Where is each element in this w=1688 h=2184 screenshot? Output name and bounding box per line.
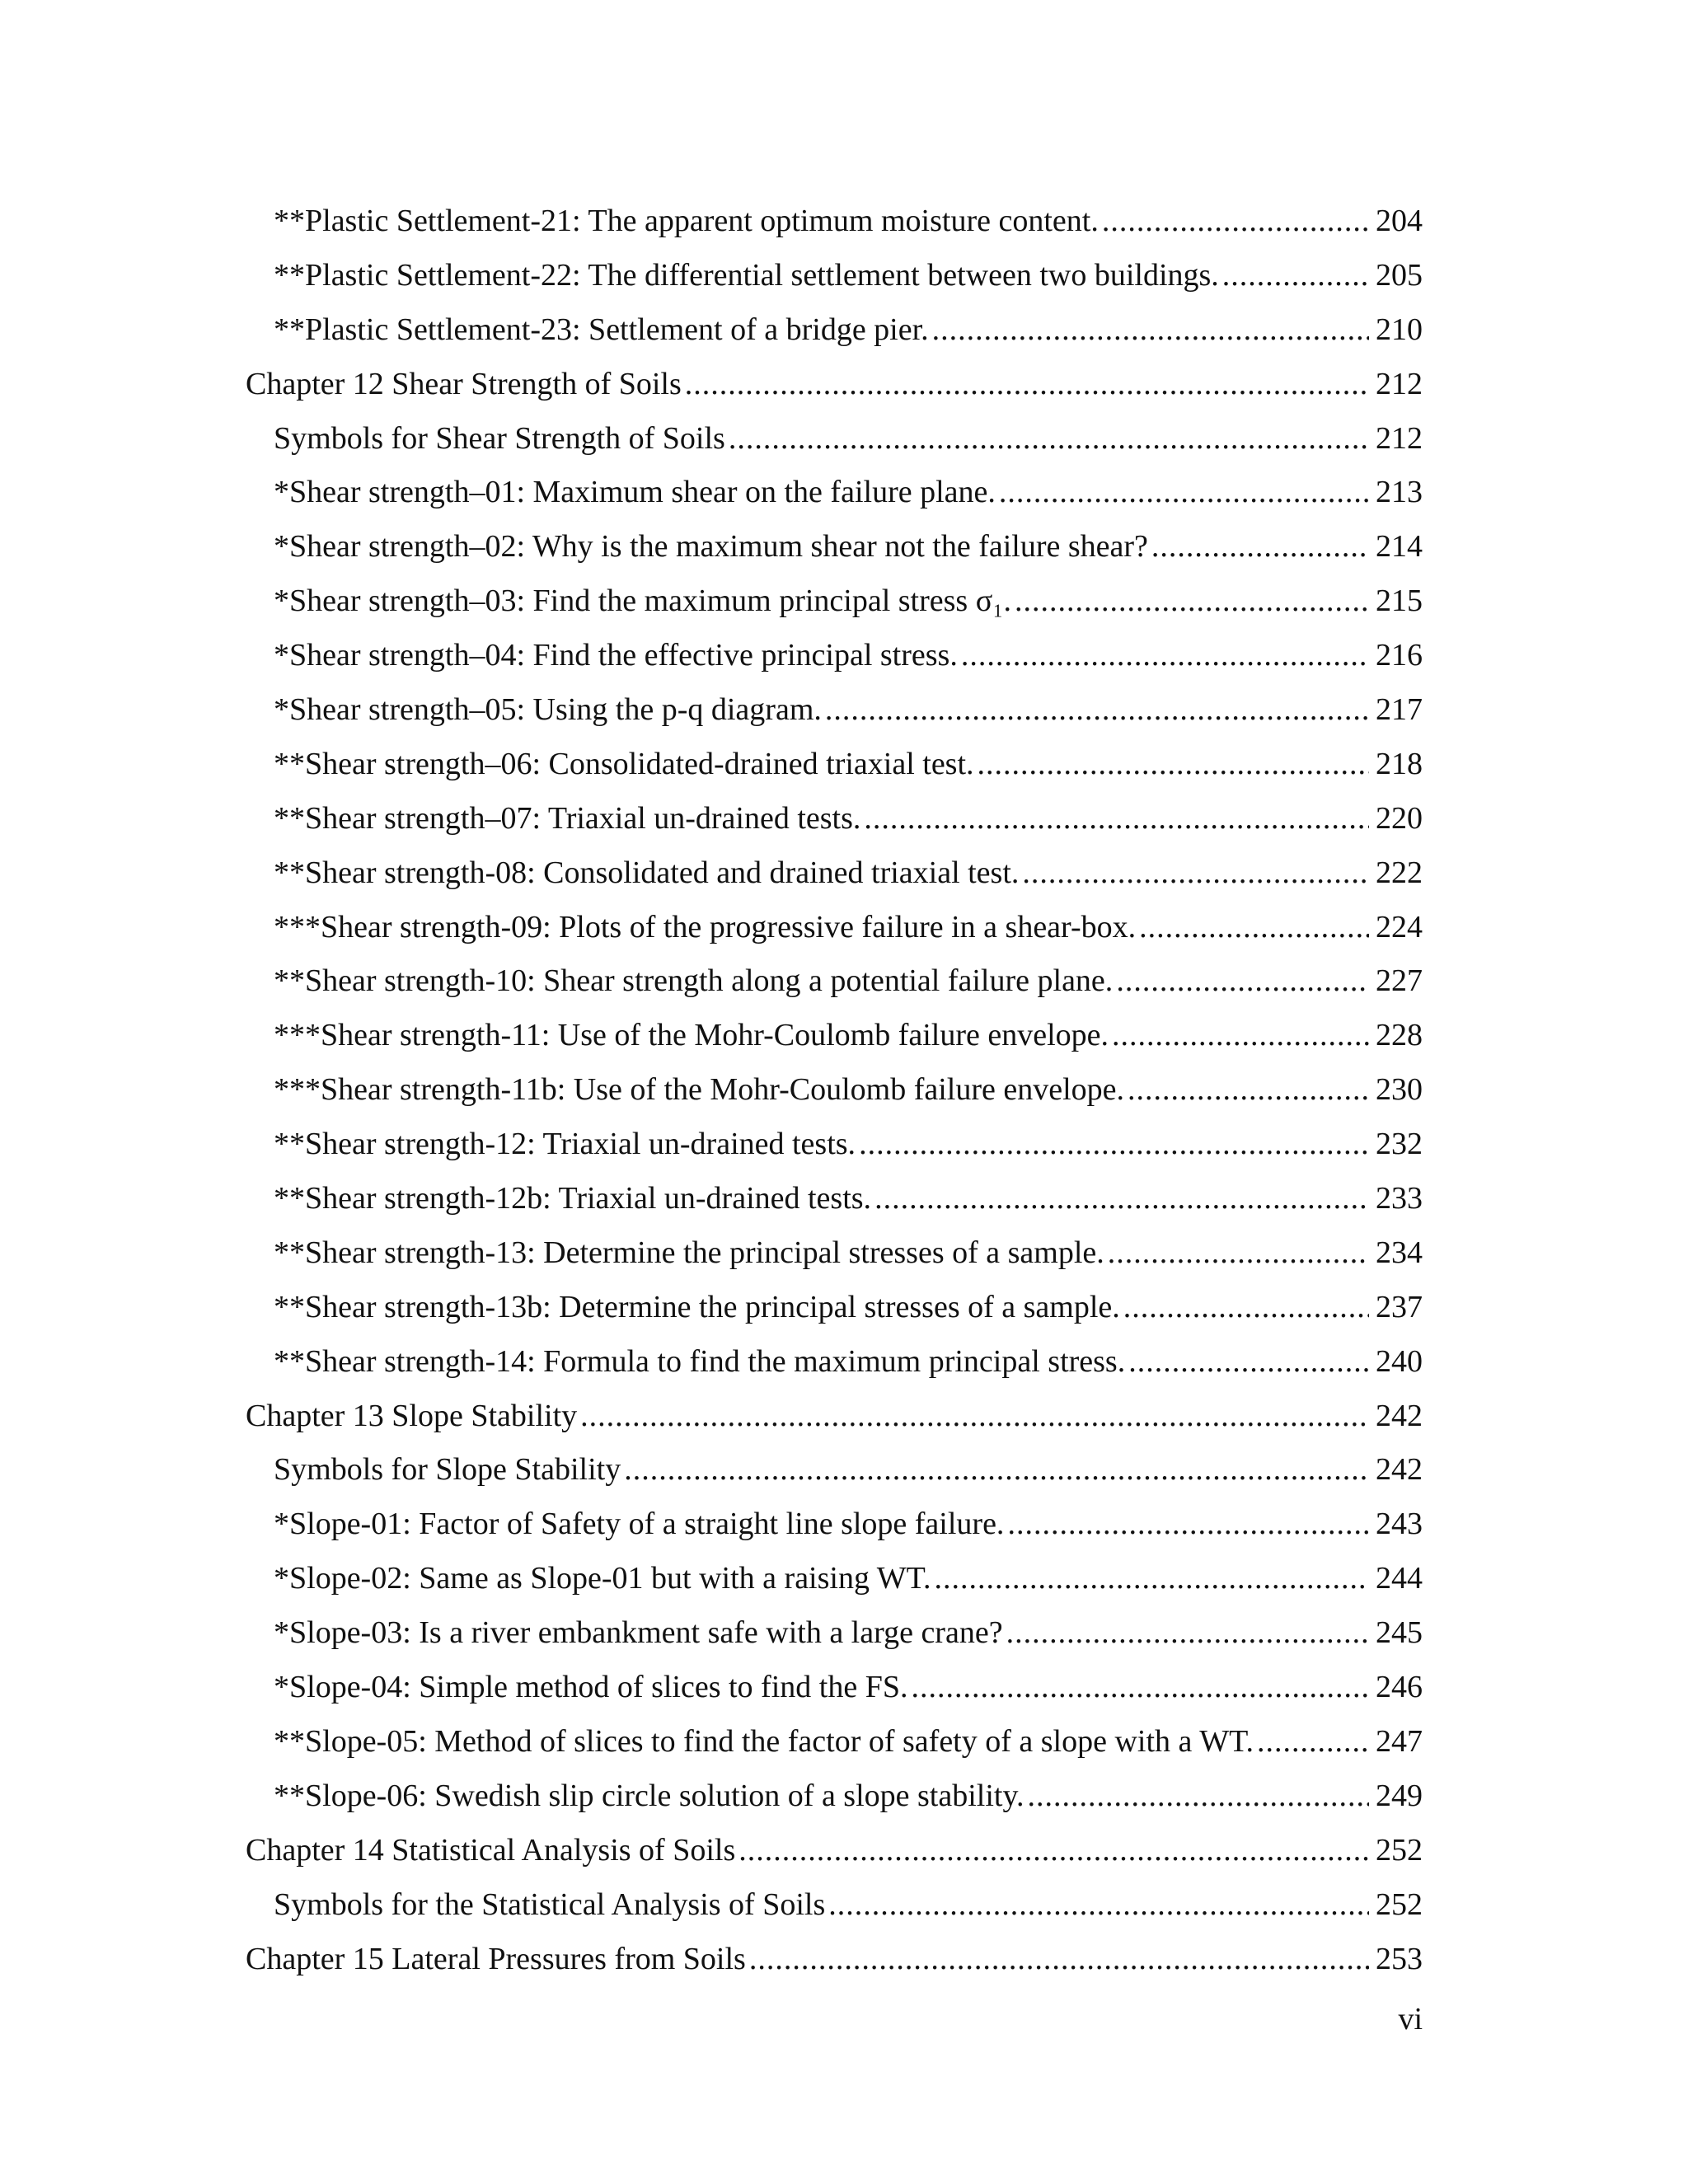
toc-entry-page: 217 bbox=[1376, 692, 1423, 728]
dot-leader bbox=[825, 683, 1369, 738]
toc-entry-page: 230 bbox=[1376, 1072, 1423, 1108]
toc-entry-title: Chapter 12 Shear Strength of Soils bbox=[246, 366, 682, 401]
toc-entry-title: ***Shear strength-09: Plots of the progressive failure in a shear-box. bbox=[274, 909, 1137, 944]
toc-entry-title: **Shear strength–07: Triaxial un-drained tests. bbox=[274, 800, 861, 836]
dot-leader bbox=[911, 1661, 1369, 1715]
toc-chapter-row[interactable] bbox=[246, 358, 1423, 412]
toc-entry-page: 233 bbox=[1376, 1181, 1423, 1216]
toc-entry-title: Symbols for Slope Stability bbox=[274, 1452, 621, 1488]
toc-entry-title: *Slope-03: Is a river embankment safe with a large crane? bbox=[274, 1615, 1003, 1651]
toc-entry-row[interactable] bbox=[246, 249, 1423, 303]
toc-entry-title: *Shear strength–04: Find the effective principal stress. bbox=[274, 638, 958, 673]
toc-entry-title: Chapter 14 Statistical Analysis of Soils bbox=[246, 1832, 736, 1868]
toc-entry-title: Symbols for Shear Strength of Soils bbox=[274, 420, 725, 456]
dot-leader bbox=[859, 1118, 1369, 1172]
toc-entry-row[interactable] bbox=[246, 1661, 1423, 1715]
toc-entry-page: 227 bbox=[1376, 963, 1423, 999]
toc-entry-row[interactable] bbox=[246, 1497, 1423, 1552]
dot-leader bbox=[738, 1824, 1369, 1878]
toc-entry-title: **Slope-05: Method of slices to find the factor of safety of a slope with a WT. bbox=[274, 1723, 1254, 1759]
toc-entry-row[interactable] bbox=[246, 574, 1423, 629]
toc-entry-page: 242 bbox=[1376, 1398, 1423, 1433]
dot-leader bbox=[749, 1933, 1369, 1987]
toc-entry-page: 247 bbox=[1376, 1723, 1423, 1759]
dot-leader bbox=[864, 792, 1369, 846]
toc-entry-page: 218 bbox=[1376, 746, 1423, 781]
toc-entry-page: 253 bbox=[1376, 1941, 1423, 1976]
dot-leader bbox=[1108, 1226, 1369, 1281]
toc-entry-page: 215 bbox=[1376, 583, 1423, 619]
table-of-contents bbox=[246, 194, 1423, 1986]
dot-leader bbox=[1257, 1715, 1369, 1769]
toc-entry-row[interactable] bbox=[246, 1063, 1423, 1118]
dot-leader bbox=[1128, 1335, 1369, 1390]
toc-entry-page: 252 bbox=[1376, 1886, 1423, 1922]
dot-leader bbox=[624, 1443, 1369, 1497]
dot-leader bbox=[1028, 1769, 1370, 1824]
toc-entry-row[interactable] bbox=[246, 683, 1423, 738]
toc-entry-row[interactable] bbox=[246, 1443, 1423, 1497]
toc-entry-title: **Shear strength-12b: Triaxial un-drained tests. bbox=[274, 1181, 872, 1216]
toc-entry-title: *Shear strength–03: Find the maximum principal stress σ₁. bbox=[274, 583, 1011, 619]
dot-leader bbox=[828, 1878, 1369, 1933]
toc-entry-page: 244 bbox=[1376, 1561, 1423, 1596]
toc-entry-row[interactable] bbox=[246, 466, 1423, 520]
toc-entry-title: **Plastic Settlement-23: Settlement of a bridge pier. bbox=[274, 312, 929, 347]
toc-entry-title: *Shear strength–01: Maximum shear on the failure plane. bbox=[274, 475, 996, 510]
toc-entry-title: **Slope-06: Swedish slip circle solution of a slope stability. bbox=[274, 1778, 1025, 1813]
toc-entry-title: **Shear strength–06: Consolidated-drained triaxial test. bbox=[274, 746, 974, 781]
toc-entry-page: 249 bbox=[1376, 1778, 1423, 1813]
toc-entry-title: *Slope-01: Factor of Safety of a straight line slope failure. bbox=[274, 1507, 1005, 1542]
toc-entry-row[interactable] bbox=[246, 1226, 1423, 1281]
toc-entry-title: **Plastic Settlement-21: The apparent optimum moisture content. bbox=[274, 204, 1099, 238]
toc-entry-title: **Shear strength-12: Triaxial un-drained tests. bbox=[274, 1127, 856, 1162]
toc-entry-page: 216 bbox=[1376, 638, 1423, 673]
toc-entry-page: 252 bbox=[1376, 1832, 1423, 1868]
toc-entry-row[interactable] bbox=[246, 1009, 1423, 1063]
toc-entry-row[interactable] bbox=[246, 1878, 1423, 1933]
toc-entry-page: 246 bbox=[1376, 1670, 1423, 1705]
toc-entry-page: 212 bbox=[1376, 420, 1423, 456]
dot-leader bbox=[1139, 901, 1369, 955]
toc-entry-row[interactable] bbox=[246, 1335, 1423, 1390]
toc-entry-page: 234 bbox=[1376, 1235, 1423, 1270]
dot-leader bbox=[1007, 1497, 1369, 1552]
toc-chapter-row[interactable] bbox=[246, 1390, 1423, 1444]
toc-entry-row[interactable] bbox=[246, 629, 1423, 683]
toc-entry-title: ***Shear strength-11b: Use of the Mohr-Coulomb failure envelope. bbox=[274, 1072, 1125, 1108]
toc-entry-row[interactable] bbox=[246, 520, 1423, 574]
toc-entry-row[interactable] bbox=[246, 1715, 1423, 1769]
toc-entry-page: 213 bbox=[1376, 475, 1423, 510]
dot-leader bbox=[932, 303, 1369, 358]
toc-entry-page: 205 bbox=[1376, 257, 1423, 293]
dot-leader bbox=[1128, 1063, 1369, 1118]
dot-leader bbox=[1006, 1606, 1369, 1661]
toc-entry-page: 232 bbox=[1376, 1127, 1423, 1162]
toc-entry-row[interactable] bbox=[246, 1281, 1423, 1335]
dot-leader bbox=[1102, 194, 1369, 249]
toc-entry-row[interactable] bbox=[246, 303, 1423, 358]
toc-entry-title: *Slope-04: Simple method of slices to find the FS. bbox=[274, 1670, 908, 1705]
toc-entry-title: **Shear strength-13b: Determine the principal stresses of a sample. bbox=[274, 1289, 1120, 1324]
toc-entry-row[interactable] bbox=[246, 1769, 1423, 1824]
dot-leader bbox=[1112, 1009, 1369, 1063]
toc-entry-page: 212 bbox=[1376, 366, 1423, 401]
toc-entry-row[interactable] bbox=[246, 194, 1423, 249]
dot-leader bbox=[1123, 1281, 1369, 1335]
toc-entry-row[interactable] bbox=[246, 1172, 1423, 1226]
toc-entry-row[interactable] bbox=[246, 954, 1423, 1009]
toc-entry-page: 245 bbox=[1376, 1615, 1423, 1651]
toc-entry-title: ***Shear strength-11: Use of the Mohr-Coulomb failure envelope. bbox=[274, 1018, 1109, 1053]
toc-entry-row[interactable] bbox=[246, 1606, 1423, 1661]
toc-entry-page: 228 bbox=[1376, 1018, 1423, 1053]
dot-leader bbox=[685, 358, 1369, 412]
dot-leader bbox=[1022, 846, 1369, 901]
toc-entry-page: 210 bbox=[1376, 312, 1423, 347]
dot-leader bbox=[1116, 954, 1369, 1009]
toc-entry-row[interactable] bbox=[246, 792, 1423, 846]
dot-leader bbox=[961, 629, 1369, 683]
toc-entry-title: **Shear strength-13: Determine the principal stresses of a sample. bbox=[274, 1235, 1104, 1270]
toc-entry-title: *Shear strength–02: Why is the maximum shear not the failure shear? bbox=[274, 529, 1148, 565]
dot-leader bbox=[729, 412, 1369, 466]
toc-entry-title: **Shear strength-08: Consolidated and drained triaxial test. bbox=[274, 855, 1020, 890]
toc-entry-row[interactable] bbox=[246, 846, 1423, 901]
toc-entry-page: 243 bbox=[1376, 1507, 1423, 1542]
toc-entry-title: *Slope-02: Same as Slope-01 but with a raising WT. bbox=[274, 1561, 931, 1596]
dot-leader bbox=[978, 738, 1369, 792]
toc-entry-page: 214 bbox=[1376, 529, 1423, 565]
toc-chapter-row[interactable] bbox=[246, 1933, 1423, 1987]
toc-entry-row[interactable] bbox=[246, 1552, 1423, 1606]
toc-entry-page: 222 bbox=[1376, 855, 1423, 890]
toc-entry-page: 240 bbox=[1376, 1343, 1423, 1379]
toc-entry-page: 224 bbox=[1376, 909, 1423, 944]
toc-entry-title: **Shear strength-10: Shear strength along a potential failure plane. bbox=[274, 963, 1114, 999]
toc-entry-row[interactable] bbox=[246, 412, 1423, 466]
toc-entry-page: 237 bbox=[1376, 1289, 1423, 1324]
toc-entry-title: Symbols for the Statistical Analysis of Soils bbox=[274, 1886, 826, 1922]
toc-entry-title: **Shear strength-14: Formula to find the maximum principal stress. bbox=[274, 1343, 1126, 1379]
dot-leader bbox=[999, 466, 1369, 520]
toc-entry-row[interactable] bbox=[246, 901, 1423, 955]
toc-entry-title: Chapter 13 Slope Stability bbox=[246, 1398, 578, 1433]
dot-leader bbox=[874, 1172, 1369, 1226]
dot-leader bbox=[580, 1390, 1369, 1444]
toc-entry-title: Chapter 15 Lateral Pressures from Soils bbox=[246, 1941, 746, 1976]
dot-leader bbox=[1015, 574, 1369, 629]
toc-entry-title: *Shear strength–05: Using the p-q diagram. bbox=[274, 692, 822, 728]
dot-leader bbox=[935, 1552, 1369, 1606]
toc-entry-title: **Plastic Settlement-22: The differential settlement between two buildings. bbox=[274, 257, 1219, 293]
dot-leader bbox=[1151, 520, 1369, 574]
dot-leader bbox=[1222, 249, 1369, 303]
toc-entry-row[interactable] bbox=[246, 1118, 1423, 1172]
toc-entry-page: 220 bbox=[1376, 800, 1423, 836]
toc-entry-page: 204 bbox=[1376, 204, 1423, 238]
page-number: vi bbox=[1398, 2002, 1423, 2036]
toc-entry-page: 242 bbox=[1376, 1452, 1423, 1488]
toc-entry-row[interactable] bbox=[246, 738, 1423, 792]
toc-chapter-row[interactable] bbox=[246, 1824, 1423, 1878]
